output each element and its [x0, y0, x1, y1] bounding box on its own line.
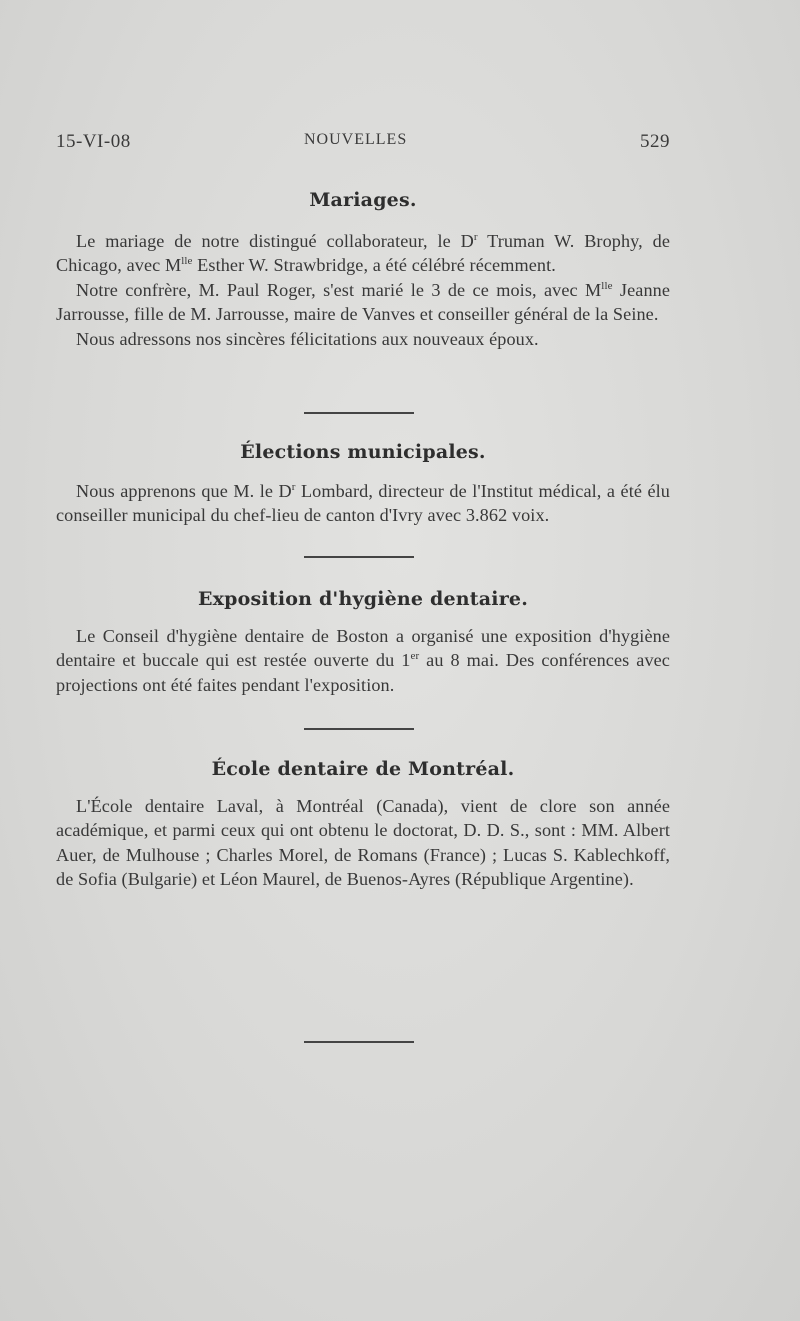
section-title: NOUVELLES	[304, 131, 408, 148]
running-head	[56, 131, 670, 155]
paragraph	[56, 479, 670, 528]
section-divider	[304, 556, 414, 558]
paragraph	[56, 794, 670, 892]
section-elections-body	[56, 479, 670, 528]
section-ecole-body	[56, 794, 670, 892]
text-run: Le mariage de notre distingué collaborateur, le D	[76, 231, 474, 251]
heading-ecole: École dentaire de Montréal.	[211, 758, 515, 780]
superscript: lle	[601, 279, 613, 292]
heading-elections: Élections municipales.	[240, 441, 486, 463]
heading-exposition: Exposition d'hygiène dentaire.	[197, 588, 529, 610]
section-divider	[304, 1041, 414, 1043]
paragraph	[56, 229, 670, 278]
text-run: Nous apprenons que M. le D	[76, 481, 292, 501]
section-mariages-body	[56, 229, 670, 351]
text-run: Nous adressons nos sincères félicitations aux nouveaux époux.	[76, 328, 539, 349]
text-run: Le Conseil d'hygiène dentaire de Boston a organisé une exposition d'hygiène dentaire et buccale qui est restée ouverte du 1	[56, 626, 670, 671]
section-exposition-body	[56, 624, 670, 697]
paragraph	[56, 278, 670, 327]
text-run: Esther W. Strawbridge, a été célébré récemment.	[192, 255, 556, 276]
text-run: Notre confrère, M. Paul Roger, s'est marié le 3 de ce mois, avec M	[76, 279, 602, 300]
superscript: er	[410, 650, 420, 663]
text-run: au 8 mai. Des conférences avec projections ont été faites pendant l'exposition.	[56, 650, 670, 695]
page-number: 529	[640, 131, 670, 152]
text-run: L'École dentaire Laval, à Montréal (Canada), vient de clore son année académique, et parmi ceux qui ont obtenu le doctorat, D. D. S., sont : MM. Albert Auer, de Mulhouse ; Charles Morel, de Romans (France) ; Lucas S. Kablechkoff, de Sofia (Bulgarie) et Léon Maurel, de Buenos-Ayres (République Argentine).	[56, 796, 670, 890]
text-run: Lombard, directeur de l'Institut médical, a été élu conseiller municipal du chef-lieu de canton d'Ivry avec 3.862 voix.	[56, 481, 670, 526]
issue-date: 15-VI-08	[56, 131, 131, 152]
superscript: r	[291, 480, 296, 493]
paragraph	[56, 624, 670, 697]
superscript: lle	[181, 255, 193, 268]
section-divider	[304, 412, 414, 414]
text-run: Truman W. Brophy, de Chicago, avec M	[56, 231, 670, 276]
superscript: r	[473, 230, 478, 243]
text-run: Jeanne Jarrousse, fille de M. Jarrousse, maire de Vanves et conseiller général de la Seine.	[56, 279, 671, 325]
section-divider	[304, 728, 414, 730]
paragraph	[56, 327, 670, 351]
heading-mariages: Mariages.	[309, 189, 417, 211]
